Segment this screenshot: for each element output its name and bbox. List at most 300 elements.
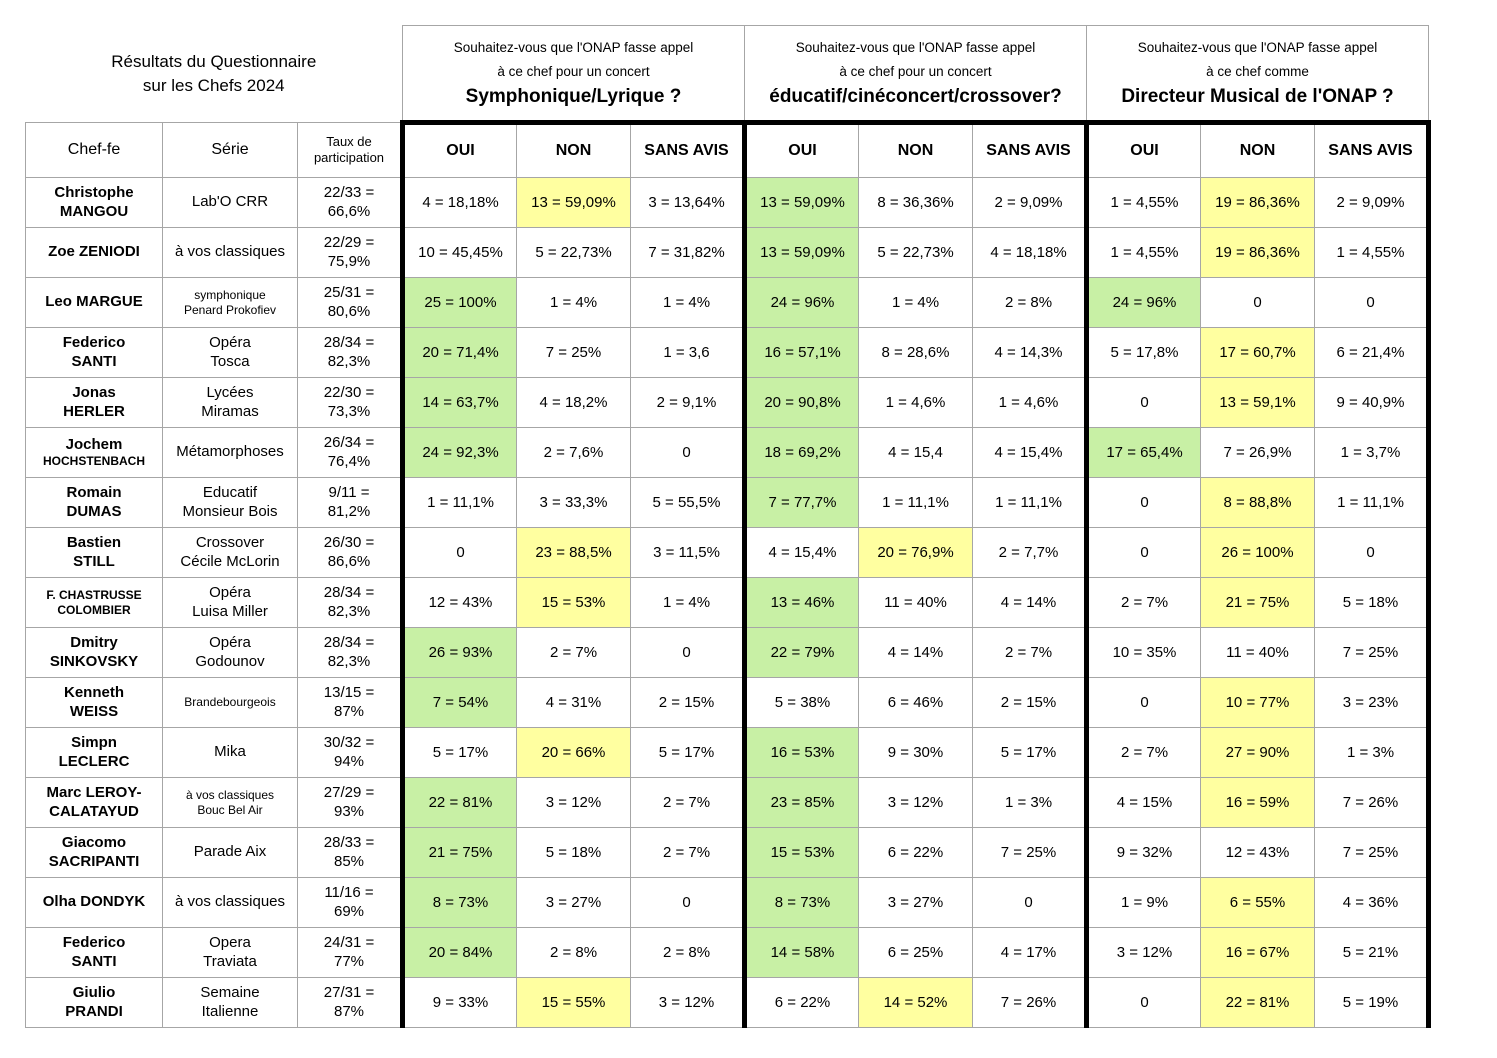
taux-participation-cell-line: 93% — [333, 802, 365, 820]
serie-cell-line: Godounov — [195, 652, 265, 670]
result-cell: 2 = 15% — [631, 678, 745, 728]
table-row — [26, 828, 1429, 878]
question-1-line1: Souhaitez-vous que l'ONAP fasse appel — [453, 39, 694, 55]
serie-cell — [163, 478, 298, 528]
result-cell: 21 = 75% — [403, 828, 517, 878]
result-cell: 20 = 71,4% — [403, 328, 517, 378]
chef-name-cell-line: Giacomo — [61, 833, 127, 851]
taux-participation-cell — [298, 578, 403, 628]
result-cell: 1 = 11,1% — [859, 478, 973, 528]
chef-name-cell-line: Bastien — [66, 533, 122, 551]
result-cell: 5 = 17% — [403, 728, 517, 778]
result-cell: 1 = 11,1% — [1315, 478, 1429, 528]
result-cell: 0 — [1087, 678, 1201, 728]
result-cell: 6 = 25% — [859, 928, 973, 978]
taux-participation-cell — [298, 728, 403, 778]
table-row — [26, 578, 1429, 628]
result-cell: 4 = 15,4% — [745, 528, 859, 578]
serie-cell-line: à vos classiques — [185, 787, 275, 802]
question-3-line3: Directeur Musical de l'ONAP ? — [1121, 85, 1394, 107]
result-cell: 16 = 53% — [745, 728, 859, 778]
result-cell: 7 = 77,7% — [745, 478, 859, 528]
taux-participation-cell-line: 85% — [333, 852, 365, 870]
result-cell: 5 = 17% — [973, 728, 1087, 778]
result-cell: 4 = 15% — [1087, 778, 1201, 828]
result-cell: 7 = 54% — [403, 678, 517, 728]
taux-participation-cell-line: 87% — [333, 1002, 365, 1020]
result-cell: 13 = 59,09% — [517, 178, 631, 228]
taux-participation-cell — [298, 778, 403, 828]
taux-participation-cell — [298, 278, 403, 328]
column-header-q2-oui: OUI — [745, 123, 859, 178]
chef-name-cell — [26, 628, 163, 678]
chef-name-cell-line: Giulio — [72, 983, 116, 1001]
result-cell: 19 = 86,36% — [1201, 228, 1315, 278]
result-cell: 2 = 7,6% — [517, 428, 631, 478]
result-cell: 5 = 18% — [1315, 578, 1429, 628]
question-1-line2: à ce chef pour un concert — [497, 63, 650, 79]
taux-participation-cell-line: 28/34 = — [323, 333, 375, 351]
chef-name-cell-line: HOCHSTENBACH — [43, 454, 145, 469]
serie-cell-line: à vos classiques — [174, 243, 286, 261]
taux-participation-cell-line: 76,4% — [327, 452, 371, 470]
result-cell: 12 = 43% — [1201, 828, 1315, 878]
chef-name-cell — [26, 678, 163, 728]
result-cell: 5 = 22,73% — [859, 228, 973, 278]
chef-name-cell — [26, 528, 163, 578]
taux-participation-cell-line: 82,3% — [327, 352, 371, 370]
result-cell: 6 = 22% — [859, 828, 973, 878]
column-header-row — [26, 123, 1429, 178]
question-3-line2: à ce chef comme — [1206, 63, 1309, 79]
result-cell: 3 = 27% — [859, 878, 973, 928]
chef-name-cell-line: DUMAS — [66, 502, 122, 520]
chef-name-cell — [26, 578, 163, 628]
result-cell: 2 = 8% — [517, 928, 631, 978]
chef-name-cell-line: Jochem — [65, 435, 123, 453]
result-cell: 0 — [403, 528, 517, 578]
result-cell: 7 = 25% — [1315, 828, 1429, 878]
serie-cell-line: Italienne — [201, 1002, 259, 1020]
page-title — [26, 26, 403, 123]
taux-participation-cell-line: 77% — [333, 952, 365, 970]
serie-cell — [163, 228, 298, 278]
taux-participation-cell-line: 11/16 = — [324, 883, 374, 901]
taux-participation-cell — [298, 428, 403, 478]
taux-participation-cell-line: 69% — [333, 902, 365, 920]
result-cell: 6 = 46% — [859, 678, 973, 728]
serie-cell-line: Traviata — [203, 952, 257, 970]
table-body — [26, 178, 1429, 1028]
serie-cell — [163, 178, 298, 228]
result-cell: 15 = 55% — [517, 978, 631, 1028]
result-cell: 3 = 23% — [1315, 678, 1429, 728]
column-header-q1-sans: SANS AVIS — [631, 123, 745, 178]
result-cell: 8 = 28,6% — [859, 328, 973, 378]
result-cell: 0 — [1087, 978, 1201, 1028]
result-cell: 9 = 33% — [403, 978, 517, 1028]
result-cell: 1 = 4,6% — [973, 378, 1087, 428]
table-row — [26, 278, 1429, 328]
result-cell: 16 = 59% — [1201, 778, 1315, 828]
result-cell: 15 = 53% — [517, 578, 631, 628]
result-cell: 26 = 100% — [1201, 528, 1315, 578]
result-cell: 25 = 100% — [403, 278, 517, 328]
chef-name-cell — [26, 978, 163, 1028]
chef-name-cell-line: Kenneth — [64, 683, 124, 701]
serie-cell-line: Tosca — [210, 352, 250, 370]
chef-name-cell-line: HERLER — [63, 402, 125, 420]
chef-name-cell-line: SANTI — [71, 952, 117, 970]
result-cell: 0 — [1315, 528, 1429, 578]
taux-participation-cell-line: 82,3% — [327, 652, 371, 670]
column-header-chef: Chef-fe — [26, 123, 163, 178]
result-cell: 7 = 25% — [517, 328, 631, 378]
taux-participation-cell-line: 28/34 = — [323, 583, 375, 601]
result-cell: 24 = 92,3% — [403, 428, 517, 478]
table-row — [26, 378, 1429, 428]
serie-cell-line: Monsieur Bois — [182, 502, 278, 520]
column-header-q3-sans: SANS AVIS — [1315, 123, 1429, 178]
result-cell: 0 — [1201, 278, 1315, 328]
column-header-q3-oui: OUI — [1087, 123, 1201, 178]
result-cell: 4 = 31% — [517, 678, 631, 728]
serie-cell-line: Bouc Bel Air — [197, 802, 263, 817]
result-cell: 23 = 85% — [745, 778, 859, 828]
chef-name-cell — [26, 178, 163, 228]
result-cell: 7 = 31,82% — [631, 228, 745, 278]
result-cell: 16 = 57,1% — [745, 328, 859, 378]
taux-participation-cell-line: 82,3% — [327, 602, 371, 620]
result-cell: 8 = 73% — [403, 878, 517, 928]
question-1-line3: Symphonique/Lyrique ? — [465, 85, 682, 107]
taux-participation-cell-line: 87% — [333, 702, 365, 720]
chef-name-cell — [26, 378, 163, 428]
result-cell: 3 = 33,3% — [517, 478, 631, 528]
serie-cell — [163, 628, 298, 678]
serie-cell-line: Opéra — [209, 633, 251, 651]
serie-cell — [163, 778, 298, 828]
result-cell: 1 = 4,6% — [859, 378, 973, 428]
taux-participation-cell-line: 27/31 = — [323, 983, 375, 1001]
table-row — [26, 978, 1429, 1028]
result-cell: 0 — [1087, 528, 1201, 578]
taux-participation-cell-line: 26/34 = — [323, 433, 375, 451]
serie-cell — [163, 728, 298, 778]
result-cell: 4 = 17% — [973, 928, 1087, 978]
result-cell: 2 = 9,09% — [1315, 178, 1429, 228]
result-cell: 7 = 25% — [973, 828, 1087, 878]
taux-participation-cell — [298, 478, 403, 528]
result-cell: 1 = 4% — [631, 278, 745, 328]
result-cell: 20 = 76,9% — [859, 528, 973, 578]
column-header-q1-non: NON — [517, 123, 631, 178]
serie-cell — [163, 928, 298, 978]
result-cell: 15 = 53% — [745, 828, 859, 878]
serie-cell-line: Penard Prokofiev — [183, 302, 277, 317]
result-cell: 8 = 73% — [745, 878, 859, 928]
taux-participation-cell-line: 30/32 = — [323, 733, 375, 751]
table-row — [26, 678, 1429, 728]
serie-cell — [163, 978, 298, 1028]
result-cell: 0 — [631, 428, 745, 478]
result-cell: 24 = 96% — [1087, 278, 1201, 328]
result-cell: 1 = 4,55% — [1087, 228, 1201, 278]
table-row — [26, 778, 1429, 828]
result-cell: 4 = 36% — [1315, 878, 1429, 928]
column-header-taux: Taux de participation — [298, 123, 403, 178]
result-cell: 5 = 19% — [1315, 978, 1429, 1028]
chef-name-cell-line: Jonas — [72, 383, 116, 401]
taux-participation-cell — [298, 228, 403, 278]
result-cell: 11 = 40% — [859, 578, 973, 628]
taux-participation-cell-line: 26/30 = — [323, 533, 375, 551]
result-cell: 2 = 9,1% — [631, 378, 745, 428]
serie-cell-line: Lycées — [206, 383, 254, 401]
result-cell: 6 = 55% — [1201, 878, 1315, 928]
result-cell: 7 = 26,9% — [1201, 428, 1315, 478]
result-cell: 7 = 26% — [973, 978, 1087, 1028]
table-row — [26, 478, 1429, 528]
serie-cell — [163, 278, 298, 328]
result-cell: 1 = 11,1% — [973, 478, 1087, 528]
question-header-directeur — [1087, 26, 1429, 123]
chef-name-cell-line: Federico — [62, 333, 126, 351]
result-cell: 9 = 32% — [1087, 828, 1201, 878]
chef-name-cell — [26, 328, 163, 378]
result-cell: 2 = 7% — [631, 828, 745, 878]
result-cell: 7 = 25% — [1315, 628, 1429, 678]
chef-name-cell — [26, 228, 163, 278]
result-cell: 3 = 12% — [517, 778, 631, 828]
result-cell: 4 = 18,2% — [517, 378, 631, 428]
serie-cell-line: Mika — [214, 743, 246, 761]
taux-participation-cell — [298, 328, 403, 378]
result-cell: 16 = 67% — [1201, 928, 1315, 978]
result-cell: 6 = 21,4% — [1315, 328, 1429, 378]
taux-participation-cell-line: 81,2% — [327, 502, 371, 520]
result-cell: 8 = 36,36% — [859, 178, 973, 228]
serie-cell-line: Métamorphoses — [176, 443, 284, 461]
result-cell: 3 = 12% — [859, 778, 973, 828]
result-cell: 22 = 81% — [1201, 978, 1315, 1028]
result-cell: 2 = 9,09% — [973, 178, 1087, 228]
result-cell: 1 = 4,55% — [1087, 178, 1201, 228]
result-cell: 2 = 7% — [1087, 728, 1201, 778]
column-header-q2-non: NON — [859, 123, 973, 178]
taux-participation-cell-line: 24/31 = — [323, 933, 375, 951]
chef-name-cell-line: Olha DONDYK — [42, 893, 146, 911]
chef-name-cell-line: Romain — [66, 483, 122, 501]
chef-name-cell — [26, 778, 163, 828]
result-cell: 0 — [1315, 278, 1429, 328]
serie-cell-line: Lab'O CRR — [191, 193, 269, 211]
result-cell: 23 = 88,5% — [517, 528, 631, 578]
result-cell: 13 = 46% — [745, 578, 859, 628]
table-row — [26, 928, 1429, 978]
result-cell: 21 = 75% — [1201, 578, 1315, 628]
question-2-line3: éducatif/cinéconcert/crossover? — [769, 85, 1062, 107]
result-cell: 9 = 30% — [859, 728, 973, 778]
result-cell: 18 = 69,2% — [745, 428, 859, 478]
result-cell: 4 = 14% — [859, 628, 973, 678]
chef-name-cell-line: Marc LEROY- — [46, 783, 142, 801]
result-cell: 4 = 18,18% — [403, 178, 517, 228]
serie-cell — [163, 578, 298, 628]
serie-cell — [163, 378, 298, 428]
result-cell: 2 = 7% — [631, 778, 745, 828]
chef-name-cell — [26, 478, 163, 528]
result-cell: 8 = 88,8% — [1201, 478, 1315, 528]
table-row — [26, 328, 1429, 378]
serie-cell — [163, 428, 298, 478]
chef-name-cell-line: STILL — [73, 552, 115, 570]
result-cell: 17 = 65,4% — [1087, 428, 1201, 478]
result-cell: 0 — [973, 878, 1087, 928]
result-cell: 13 = 59,1% — [1201, 378, 1315, 428]
serie-cell-line: Educatif — [202, 483, 258, 501]
chef-name-cell-line: SACRIPANTI — [48, 852, 140, 870]
result-cell: 10 = 45,45% — [403, 228, 517, 278]
serie-cell — [163, 678, 298, 728]
chef-name-cell-line: F. CHASTRUSSE — [46, 587, 142, 602]
chef-name-cell — [26, 928, 163, 978]
taux-participation-cell-line: 28/34 = — [323, 633, 375, 651]
question-header-row — [26, 26, 1429, 123]
result-cell: 13 = 59,09% — [745, 178, 859, 228]
result-cell: 4 = 18,18% — [973, 228, 1087, 278]
result-cell: 2 = 8% — [631, 928, 745, 978]
taux-participation-cell-line: 28/33 = — [323, 833, 375, 851]
taux-participation-cell-line: 22/33 = — [323, 183, 375, 201]
taux-participation-cell-line: 75,9% — [327, 252, 371, 270]
result-cell: 0 — [631, 878, 745, 928]
result-cell: 1 = 3,6 — [631, 328, 745, 378]
column-header-q1-oui: OUI — [403, 123, 517, 178]
serie-cell-line: Miramas — [201, 402, 259, 420]
question-2-line2: à ce chef pour un concert — [839, 63, 992, 79]
column-header-q2-sans: SANS AVIS — [973, 123, 1087, 178]
serie-cell-line: Semaine — [200, 983, 260, 1001]
result-cell: 3 = 12% — [631, 978, 745, 1028]
result-cell: 10 = 35% — [1087, 628, 1201, 678]
result-cell: 22 = 79% — [745, 628, 859, 678]
chef-name-cell-line: Federico — [62, 933, 126, 951]
result-cell: 24 = 96% — [745, 278, 859, 328]
chef-name-cell — [26, 878, 163, 928]
result-cell: 3 = 27% — [517, 878, 631, 928]
result-cell: 14 = 58% — [745, 928, 859, 978]
serie-cell-line: Crossover — [195, 533, 265, 551]
taux-participation-cell-line: 80,6% — [327, 302, 371, 320]
chef-name-cell-line: SANTI — [71, 352, 117, 370]
result-cell: 1 = 3% — [973, 778, 1087, 828]
serie-cell-line: Brandebourgeois — [184, 695, 276, 709]
result-cell: 4 = 15,4 — [859, 428, 973, 478]
result-cell: 27 = 90% — [1201, 728, 1315, 778]
column-header-serie: Série — [163, 123, 298, 178]
result-cell: 14 = 52% — [859, 978, 973, 1028]
chef-name-cell-line: CALATAYUD — [49, 802, 139, 820]
result-cell: 5 = 55,5% — [631, 478, 745, 528]
result-cell: 5 = 38% — [745, 678, 859, 728]
result-cell: 5 = 22,73% — [517, 228, 631, 278]
result-cell: 1 = 11,1% — [403, 478, 517, 528]
serie-cell-line: Luisa Miller — [192, 602, 268, 620]
taux-participation-cell — [298, 878, 403, 928]
serie-cell-line: Opéra — [209, 583, 251, 601]
taux-participation-cell — [298, 978, 403, 1028]
taux-participation-cell-line: 22/29 = — [323, 233, 375, 251]
result-cell: 20 = 66% — [517, 728, 631, 778]
result-cell: 11 = 40% — [1201, 628, 1315, 678]
result-cell: 1 = 4% — [631, 578, 745, 628]
result-cell: 10 = 77% — [1201, 678, 1315, 728]
result-cell: 5 = 18% — [517, 828, 631, 878]
taux-participation-cell-line: 27/29 = — [323, 783, 375, 801]
chef-name-cell-line: SINKOVSKY — [49, 652, 139, 670]
result-cell: 2 = 7% — [517, 628, 631, 678]
result-cell: 7 = 26% — [1315, 778, 1429, 828]
result-cell: 3 = 12% — [1087, 928, 1201, 978]
table-header — [26, 26, 1429, 178]
result-cell: 17 = 60,7% — [1201, 328, 1315, 378]
table-row — [26, 428, 1429, 478]
serie-cell — [163, 878, 298, 928]
question-2-line1: Souhaitez-vous que l'ONAP fasse appel — [795, 39, 1036, 55]
table-row — [26, 178, 1429, 228]
chef-name-cell — [26, 428, 163, 478]
taux-participation-cell-line: 13/15 = — [323, 683, 375, 701]
serie-cell-line: Parade Aix — [193, 843, 267, 861]
result-cell: 5 = 17% — [631, 728, 745, 778]
chef-name-cell — [26, 278, 163, 328]
results-table — [25, 25, 1431, 1028]
chef-name-cell-line: WEISS — [69, 702, 119, 720]
serie-cell-line: Opera — [209, 933, 251, 951]
table-row — [26, 628, 1429, 678]
chef-name-cell — [26, 728, 163, 778]
result-cell: 0 — [1087, 478, 1201, 528]
result-cell: 2 = 7,7% — [973, 528, 1087, 578]
result-cell: 5 = 21% — [1315, 928, 1429, 978]
result-cell: 1 = 4,55% — [1315, 228, 1429, 278]
result-cell: 0 — [1087, 378, 1201, 428]
question-header-symphonique — [403, 26, 745, 123]
result-cell: 4 = 15,4% — [973, 428, 1087, 478]
result-cell: 13 = 59,09% — [745, 228, 859, 278]
result-cell: 26 = 93% — [403, 628, 517, 678]
chef-name-cell-line: LECLERC — [58, 752, 130, 770]
page-title-line2: sur les Chefs 2024 — [142, 75, 285, 95]
result-cell: 2 = 7% — [1087, 578, 1201, 628]
result-cell: 22 = 81% — [403, 778, 517, 828]
taux-participation-cell-line: 94% — [333, 752, 365, 770]
result-cell: 2 = 8% — [973, 278, 1087, 328]
chef-name-cell-line: COLOMBIER — [57, 602, 131, 617]
result-cell: 1 = 4% — [517, 278, 631, 328]
result-cell: 2 = 7% — [973, 628, 1087, 678]
result-cell: 12 = 43% — [403, 578, 517, 628]
question-header-educatif — [745, 26, 1087, 123]
taux-participation-cell-line: 86,6% — [327, 552, 371, 570]
serie-cell-line: à vos classiques — [174, 893, 286, 911]
chef-name-cell-line: Dmitry — [70, 633, 118, 651]
taux-participation-cell — [298, 178, 403, 228]
result-cell: 6 = 22% — [745, 978, 859, 1028]
result-cell: 5 = 17,8% — [1087, 328, 1201, 378]
chef-name-cell-line: Leo MARGUE — [45, 293, 143, 311]
